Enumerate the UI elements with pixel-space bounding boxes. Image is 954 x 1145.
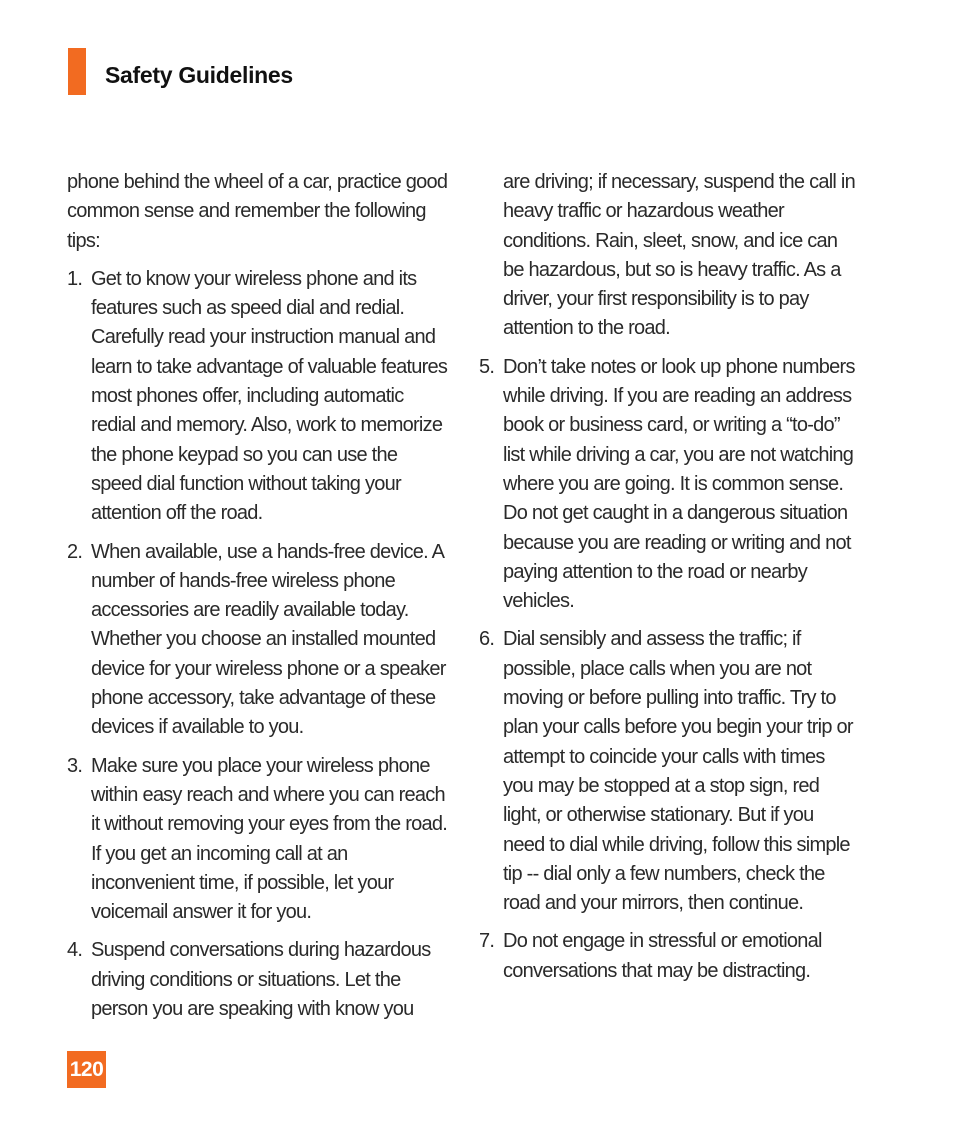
list-item-number: 4.	[67, 939, 83, 962]
list-item	[67, 538, 449, 743]
list-item	[479, 353, 859, 617]
item-4-continuation: are driving; if necessary, suspend the call in heavy traffic or hazardous weather conditions. Rain, sleet, snow, and ice can be hazardous, but so is heavy traffic. As a driver, your first responsibility is to pay attention to the road.	[503, 171, 855, 340]
list-item-number: 5.	[479, 355, 495, 378]
section-accent-bar	[68, 48, 86, 95]
list-item	[67, 265, 449, 529]
tips-list-right	[479, 353, 859, 986]
left-column	[67, 168, 449, 1033]
list-item-text: Make sure you place your wireless phone within easy reach and where you can reach it without removing your eyes from the road. If you get an incoming call at an inconvenient time, if possible, let your voicemail answer it for you.	[91, 754, 448, 924]
list-item-text: When available, use a hands-free device. A number of hands-free wireless phone accessories are readily available today. Whether you choose an installed mounted device for your wireless phone or a speaker phone accessory, take advantage of these devices if available to you.	[91, 540, 446, 739]
list-item-text: Don’t take notes or look up phone numbers while driving. If you are reading an address book or business card, or writing a “to-do” list while driving a car, you are not watching where you are going. It is common sense. Do not get caught in a dangerous situation because you are reading or writing and not paying attention to the road or nearby vehicles.	[503, 355, 855, 613]
intro-paragraph: phone behind the wheel of a car, practice good common sense and remember the following tips:	[67, 171, 448, 252]
list-item-text: Get to know your wireless phone and its features such as speed dial and redial. Carefully read your instruction manual and learn to take advantage of valuable features most phones offer, including automatic redial and memory. Also, work to memorize the phone keypad so you can use the speed dial function without taking your attention off the road.	[91, 267, 448, 525]
right-column	[479, 168, 859, 995]
list-item-number: 2.	[67, 540, 83, 563]
list-item	[479, 927, 859, 986]
tips-list-left	[67, 265, 449, 1024]
page-number: 120	[67, 1051, 106, 1088]
list-item-number: 3.	[67, 754, 83, 777]
list-item	[479, 625, 859, 918]
list-item	[67, 936, 449, 1024]
section-title: Safety Guidelines	[105, 62, 293, 88]
list-item-text: Dial sensibly and assess the traffic; if possible, place calls when you are not moving or before pulling into traffic. Try to plan your calls before you begin your trip or attempt to coincide your calls with times you may be stopped at a stop sign, red light, or otherwise stationary. But if you need to dial while driving, follow this simple tip -- dial only a few numbers, check the road and your mirrors, then continue.	[503, 628, 853, 915]
list-item-number: 6.	[479, 628, 495, 651]
list-item-number: 1.	[67, 267, 83, 290]
list-item	[67, 752, 449, 928]
list-item-number: 7.	[479, 930, 495, 953]
list-item-text: Suspend conversations during hazardous driving conditions or situations. Let the person you are speaking with know you	[91, 939, 431, 1021]
list-item-text: Do not engage in stressful or emotional conversations that may be distracting.	[503, 930, 822, 982]
